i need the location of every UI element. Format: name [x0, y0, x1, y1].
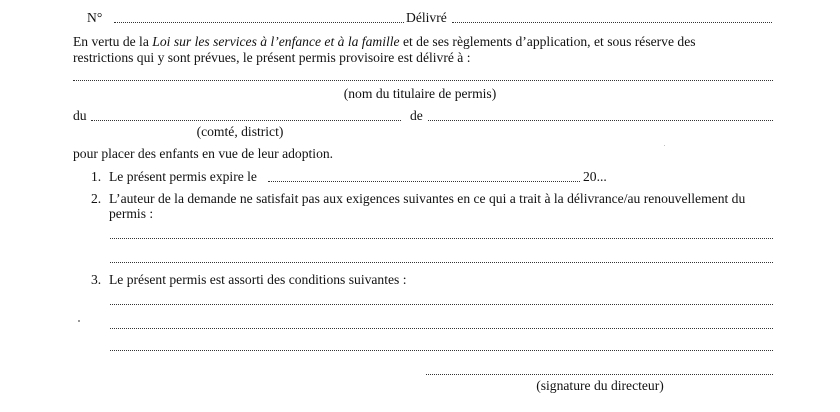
- county-field[interactable]: [91, 120, 401, 121]
- item-3-text: Le présent permis est assorti des conditions suivantes :: [109, 272, 407, 287]
- number-field[interactable]: [114, 22, 404, 23]
- intro-line-2: restrictions qui y sont prévues, le présent permis provisoire est délivré à :: [73, 50, 471, 65]
- intro-prefix: En vertu de la: [73, 34, 153, 49]
- signature-caption: (signature du directeur): [536, 378, 664, 393]
- issued-label: Délivré: [406, 10, 447, 25]
- item-1-number: 1.: [91, 169, 102, 184]
- scan-speck: [664, 145, 665, 146]
- from-label: du: [73, 108, 87, 123]
- conditions-line-2[interactable]: [110, 328, 773, 329]
- requirements-line-1[interactable]: [110, 238, 773, 239]
- purpose-text: pour placer des enfants en vue de leur adoption.: [73, 146, 334, 161]
- requirements-line-2[interactable]: [110, 262, 773, 263]
- item-2-line-1: L’auteur de la demande ne satisfait pas aux exigences suivantes en ce qui a trait à la délivrance/au renouvellement du: [109, 191, 746, 206]
- of-label: de: [410, 108, 423, 123]
- scan-speck: [78, 320, 80, 322]
- intro-line-1: [73, 34, 696, 50]
- intro-suffix: et de ses règlements d’application, et sous réserve des: [399, 34, 696, 49]
- conditions-line-1[interactable]: [110, 304, 773, 305]
- conditions-line-3[interactable]: [110, 350, 773, 351]
- issued-field[interactable]: [452, 22, 772, 23]
- item-3-number: 3.: [91, 272, 102, 287]
- county-caption: (comté, district): [196, 124, 284, 139]
- expiry-year: 20...: [583, 169, 607, 184]
- holder-name-field[interactable]: [73, 80, 773, 81]
- expiry-date-field[interactable]: [268, 181, 580, 182]
- law-title: Loi sur les services à l’enfance et à la famille: [152, 34, 400, 49]
- item-2-line-2: permis :: [109, 206, 154, 221]
- item-1-text: Le présent permis expire le: [109, 169, 257, 184]
- item-2-number: 2.: [91, 191, 102, 206]
- number-label: N°: [87, 10, 103, 25]
- holder-caption: (nom du titulaire de permis): [343, 86, 497, 101]
- place-field[interactable]: [428, 120, 773, 121]
- signature-field[interactable]: [426, 374, 773, 375]
